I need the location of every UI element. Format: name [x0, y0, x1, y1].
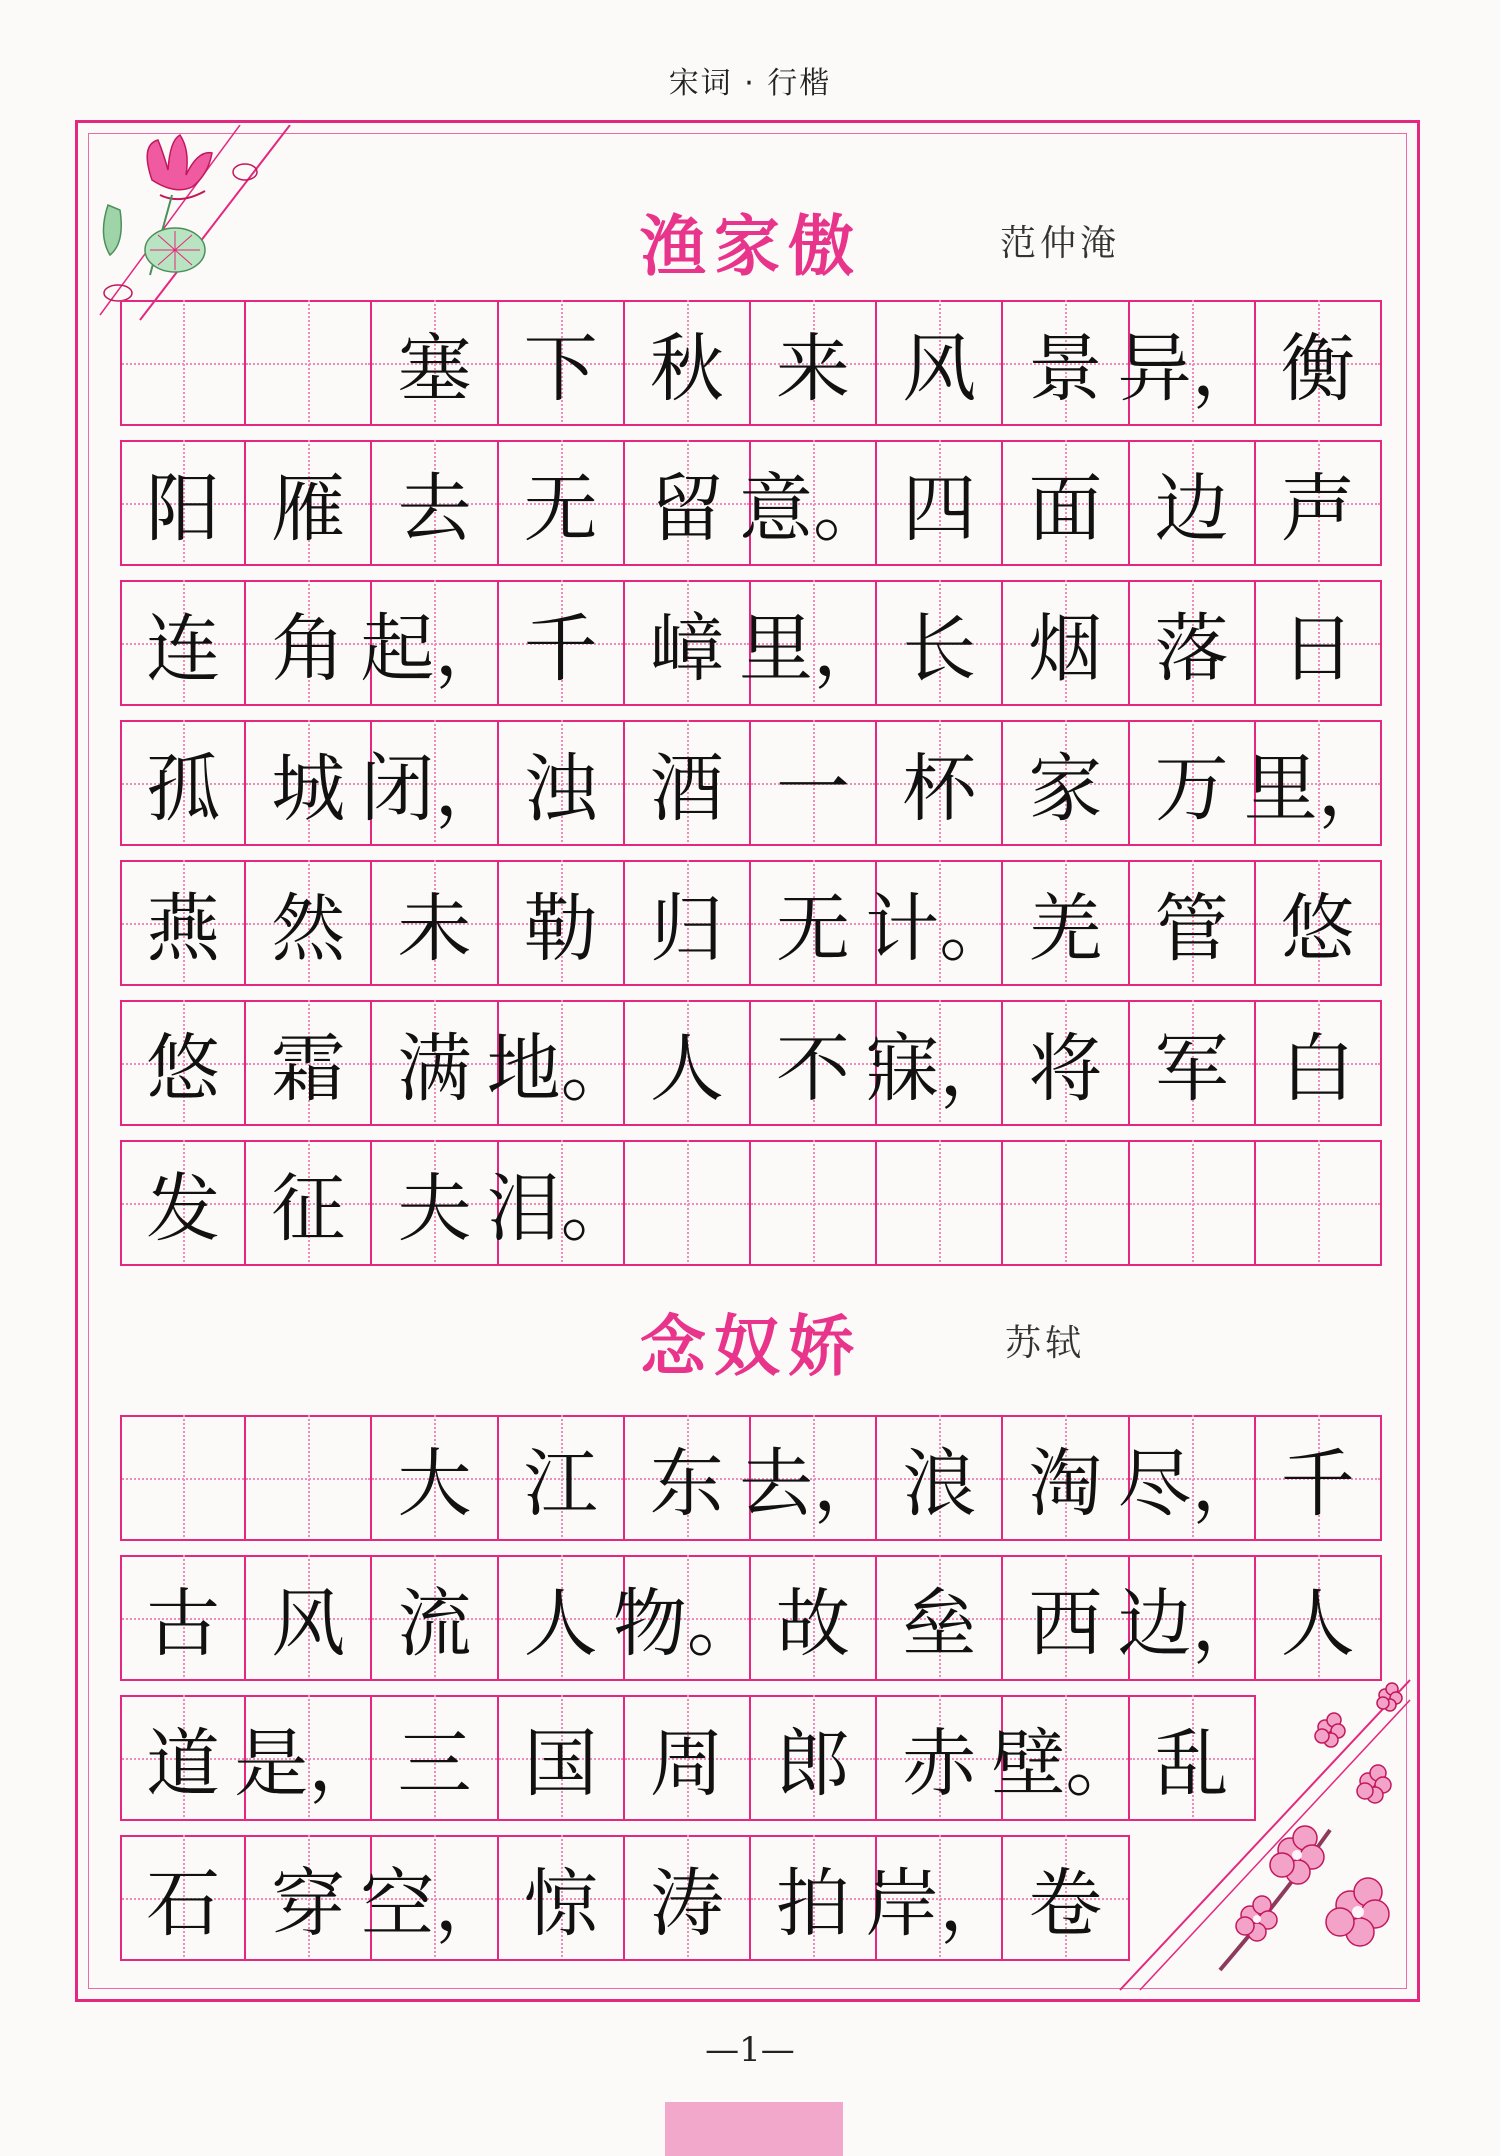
grid-cell: [1256, 1140, 1382, 1266]
grid-cell: [865, 860, 1014, 986]
grid-cell: [1256, 1000, 1382, 1126]
grid-character: 淘: [1028, 1441, 1103, 1527]
grid-cell: [1130, 860, 1256, 986]
grid-character: 计。: [865, 886, 1014, 972]
grid-character: 壁。: [991, 1721, 1140, 1807]
grid-cell: [246, 1835, 372, 1961]
grid-character: 物。: [612, 1581, 761, 1667]
grid-cell: [1003, 1140, 1129, 1266]
grid-character: 发: [146, 1166, 221, 1252]
grid-cell: [120, 1835, 246, 1961]
grid-cell: [120, 1415, 246, 1541]
grid-row: [120, 720, 1392, 846]
grid-row: [120, 580, 1382, 706]
grid-character: 赤: [902, 1721, 977, 1807]
grid-cell: [1003, 860, 1129, 986]
grid-cell: [120, 1695, 246, 1821]
grid-character: 军: [1154, 1026, 1229, 1112]
grid-character: 日: [1280, 606, 1355, 692]
grid-character: 一: [776, 746, 851, 832]
grid-character: 人: [1280, 1581, 1355, 1667]
grid-character: 酒: [649, 746, 724, 832]
grid-cell: [499, 440, 625, 566]
grid-character: 东: [649, 1441, 724, 1527]
grid-character: 浊: [523, 746, 598, 832]
grid-character: 满: [397, 1026, 472, 1112]
page-number: —1—: [705, 2030, 795, 2070]
grid-row: [120, 1555, 1382, 1681]
grid-character: 穿: [271, 1861, 346, 1947]
grid-cell: [751, 860, 877, 986]
grid-cell: [120, 300, 246, 426]
grid-cell: [625, 720, 751, 846]
grid-character: 留: [649, 466, 724, 552]
grid-cell: [877, 1555, 1003, 1681]
grid-row: [120, 440, 1382, 566]
grid-cell: [120, 1555, 246, 1681]
grid-cell: [486, 1000, 635, 1126]
grid-character: 惊: [523, 1861, 598, 1947]
grid-cell: [360, 1835, 509, 1961]
grid-cell: [246, 1555, 372, 1681]
grid-cell: [1256, 1555, 1382, 1681]
grid-character: 杯: [902, 746, 977, 832]
grid-cell: [1117, 1415, 1266, 1541]
grid-character: 浪: [902, 1441, 977, 1527]
grid-character: 是，: [234, 1721, 383, 1807]
grid-cell: [246, 1415, 372, 1541]
grid-cell: [499, 1415, 625, 1541]
grid-character: 去，: [739, 1441, 888, 1527]
grid-character: 衡: [1280, 326, 1355, 412]
grid-cell: [751, 1140, 877, 1266]
grid-character: 地。: [486, 1026, 635, 1112]
grid-cell: [120, 720, 246, 846]
grid-cell: [120, 860, 246, 986]
grid-cell: [1130, 720, 1256, 846]
grid-character: 拍: [776, 1861, 851, 1947]
grid-cell: [372, 300, 498, 426]
grid-character: 异，: [1117, 326, 1266, 412]
grid-character: 人: [523, 1581, 598, 1667]
grid-row: [120, 860, 1382, 986]
grid-cell: [1003, 300, 1129, 426]
grid-cell: [499, 300, 625, 426]
grid-character: 然: [271, 886, 346, 972]
grid-cell: [1003, 440, 1129, 566]
grid-cell: [360, 720, 509, 846]
grid-character: 里，: [739, 606, 888, 692]
grid-cell: [372, 1415, 498, 1541]
page-header: 宋词 · 行楷: [668, 66, 832, 101]
grid-row: [120, 1140, 1382, 1266]
grid-character: 郎: [776, 1721, 851, 1807]
grid-character: 塞: [397, 326, 472, 412]
grid-row: [120, 1000, 1382, 1126]
grid-character: 泪。: [486, 1166, 635, 1252]
grid-character: 涛: [649, 1861, 724, 1947]
grid-cell: [1003, 1835, 1129, 1961]
grid-character: 乱: [1154, 1721, 1229, 1807]
grid-cell: [246, 300, 372, 426]
grid-character: 来: [776, 326, 851, 412]
grid-cell: [372, 1555, 498, 1681]
grid-cell: [625, 300, 751, 426]
grid-cell: [246, 860, 372, 986]
grid-cell: [625, 580, 751, 706]
grid-character: 大: [397, 1441, 472, 1527]
grid-character: 垒: [902, 1581, 977, 1667]
grid-character: 落: [1154, 606, 1229, 692]
grid-character: 风: [271, 1581, 346, 1667]
grid-character: 岸，: [865, 1861, 1014, 1947]
grid-character: 归: [649, 886, 724, 972]
grid-cell: [1256, 860, 1382, 986]
grid-cell: [234, 1695, 383, 1821]
grid-character: 千: [523, 606, 598, 692]
grid-cell: [1130, 1000, 1256, 1126]
grid-character: 家: [1028, 746, 1103, 832]
grid-cell: [120, 580, 246, 706]
grid-cell: [739, 1415, 888, 1541]
grid-cell: [372, 1000, 498, 1126]
grid-cell: [499, 1835, 625, 1961]
grid-character: 长: [902, 606, 977, 692]
grid-character: 征: [271, 1166, 346, 1252]
grid-cell: [246, 720, 372, 846]
grid-cell: [877, 580, 1003, 706]
grid-cell: [1256, 580, 1382, 706]
grid-character: 未: [397, 886, 472, 972]
grid-character: 秋: [649, 326, 724, 412]
grid-cell: [246, 1000, 372, 1126]
grid-cell: [499, 580, 625, 706]
grid-character: 将: [1028, 1026, 1103, 1112]
grid-cell: [612, 1555, 761, 1681]
grid-character: 羌: [1028, 886, 1103, 972]
grid-cell: [625, 1000, 751, 1126]
grid-cell: [751, 1555, 877, 1681]
grid-cell: [751, 1835, 877, 1961]
grid-character: 空，: [360, 1861, 509, 1947]
grid-cell: [625, 1415, 751, 1541]
grid-cell: [499, 860, 625, 986]
grid-character: 寐，: [865, 1026, 1014, 1112]
grid-character: 城: [271, 746, 346, 832]
grid-cell: [877, 300, 1003, 426]
grid-character: 人: [649, 1026, 724, 1112]
grid-cell: [739, 440, 888, 566]
grid-character: 江: [523, 1441, 598, 1527]
grid-character: 霜: [271, 1026, 346, 1112]
grid-cell: [120, 1000, 246, 1126]
grid-character: 管: [1154, 886, 1229, 972]
grid-cell: [120, 1140, 246, 1266]
grid-character: 国: [523, 1721, 598, 1807]
grid-cell: [1130, 1695, 1256, 1821]
grid-character: 烟: [1028, 606, 1103, 692]
grid-cell: [739, 580, 888, 706]
grid-cell: [1003, 1415, 1129, 1541]
grid-cell: [751, 1695, 877, 1821]
grid-cell: [246, 1140, 372, 1266]
grid-cell: [1256, 1415, 1382, 1541]
grid-cell: [625, 440, 751, 566]
grid-cell: [1003, 720, 1129, 846]
grid-character: 意。: [739, 466, 888, 552]
grid-character: 孤: [146, 746, 221, 832]
grid-cell: [877, 720, 1003, 846]
grid-character: 风: [902, 326, 977, 412]
grid-row: [120, 1835, 1130, 1961]
grid-character: 不: [776, 1026, 851, 1112]
grid-cell: [865, 1835, 1014, 1961]
grid-cell: [625, 1695, 751, 1821]
grid-cell: [751, 720, 877, 846]
grid-character: 故: [776, 1581, 851, 1667]
grid-character: 嶂: [649, 606, 724, 692]
grid-cell: [877, 1415, 1003, 1541]
grid-character: 西: [1028, 1581, 1103, 1667]
grid-cell: [499, 1555, 625, 1681]
grid-character: 周: [649, 1721, 724, 1807]
grid-cell: [991, 1695, 1140, 1821]
grid-cell: [360, 580, 509, 706]
grid-cell: [1130, 1140, 1256, 1266]
grid-row: [120, 300, 1382, 426]
poem-1-title-row: [120, 185, 1382, 295]
poem-1-title: 渔家傲: [640, 206, 862, 285]
grid-cell: [1256, 300, 1382, 426]
grid-cell: [120, 440, 246, 566]
grid-cell: [1003, 1555, 1129, 1681]
grid-character: 勒: [523, 886, 598, 972]
grid-cell: [625, 1140, 751, 1266]
grid-character: 千: [1280, 1441, 1355, 1527]
grid-cell: [625, 1835, 751, 1961]
grid-cell: [372, 1140, 498, 1266]
grid-character: 无: [523, 466, 598, 552]
grid-character: 四: [902, 466, 977, 552]
poem-2-title: 念奴娇: [640, 1306, 862, 1385]
grid-character: 下: [523, 326, 598, 412]
grid-cell: [751, 1000, 877, 1126]
grid-character: 景: [1028, 326, 1103, 412]
grid-character: 声: [1280, 466, 1355, 552]
poem-1-author: 范仲淹: [1000, 222, 1121, 264]
grid-character: 尽，: [1117, 1441, 1266, 1527]
page-tab: [665, 2102, 843, 2156]
grid-cell: [499, 720, 625, 846]
grid-character: 古: [146, 1581, 221, 1667]
grid-character: 悠: [1280, 886, 1355, 972]
grid-character: 万: [1154, 746, 1229, 832]
grid-character: 角: [271, 606, 346, 692]
grid-character: 连: [146, 606, 221, 692]
grid-cell: [751, 300, 877, 426]
grid-cell: [1117, 1555, 1266, 1681]
grid-cell: [877, 440, 1003, 566]
grid-row: [120, 1695, 1256, 1821]
grid-character: 面: [1028, 466, 1103, 552]
grid-cell: [1243, 720, 1392, 846]
grid-cell: [1003, 580, 1129, 706]
grid-character: 边: [1154, 466, 1229, 552]
grid-character: 卷: [1028, 1861, 1103, 1947]
grid-cell: [877, 1140, 1003, 1266]
grid-row: [120, 1415, 1382, 1541]
grid-character: 边，: [1117, 1581, 1266, 1667]
grid-character: 起，: [360, 606, 509, 692]
grid-cell: [877, 1695, 1003, 1821]
grid-cell: [499, 1695, 625, 1821]
poem-2-title-row: [120, 1285, 1382, 1395]
grid-character: 无: [776, 886, 851, 972]
grid-cell: [1003, 1000, 1129, 1126]
grid-cell: [246, 580, 372, 706]
grid-cell: [1117, 300, 1266, 426]
grid-cell: [625, 860, 751, 986]
grid-character: 石: [146, 1861, 221, 1947]
grid-cell: [486, 1140, 635, 1266]
grid-cell: [372, 860, 498, 986]
grid-cell: [246, 440, 372, 566]
grid-character: 里，: [1243, 746, 1392, 832]
grid-cell: [1130, 440, 1256, 566]
grid-character: 流: [397, 1581, 472, 1667]
grid-character: 白: [1280, 1026, 1355, 1112]
grid-character: 雁: [271, 466, 346, 552]
grid-character: 悠: [146, 1026, 221, 1112]
poem-2-author: 苏轼: [1005, 1322, 1086, 1364]
grid-character: 三: [397, 1721, 472, 1807]
grid-cell: [372, 1695, 498, 1821]
grid-cell: [865, 1000, 1014, 1126]
grid-character: 燕: [146, 886, 221, 972]
grid-character: 道: [146, 1721, 221, 1807]
grid-cell: [1130, 580, 1256, 706]
grid-character: 去: [397, 466, 472, 552]
grid-character: 闭，: [360, 746, 509, 832]
grid-character: 夫: [397, 1166, 472, 1252]
grid-cell: [1256, 440, 1382, 566]
grid-cell: [372, 440, 498, 566]
grid-character: 阳: [146, 466, 221, 552]
